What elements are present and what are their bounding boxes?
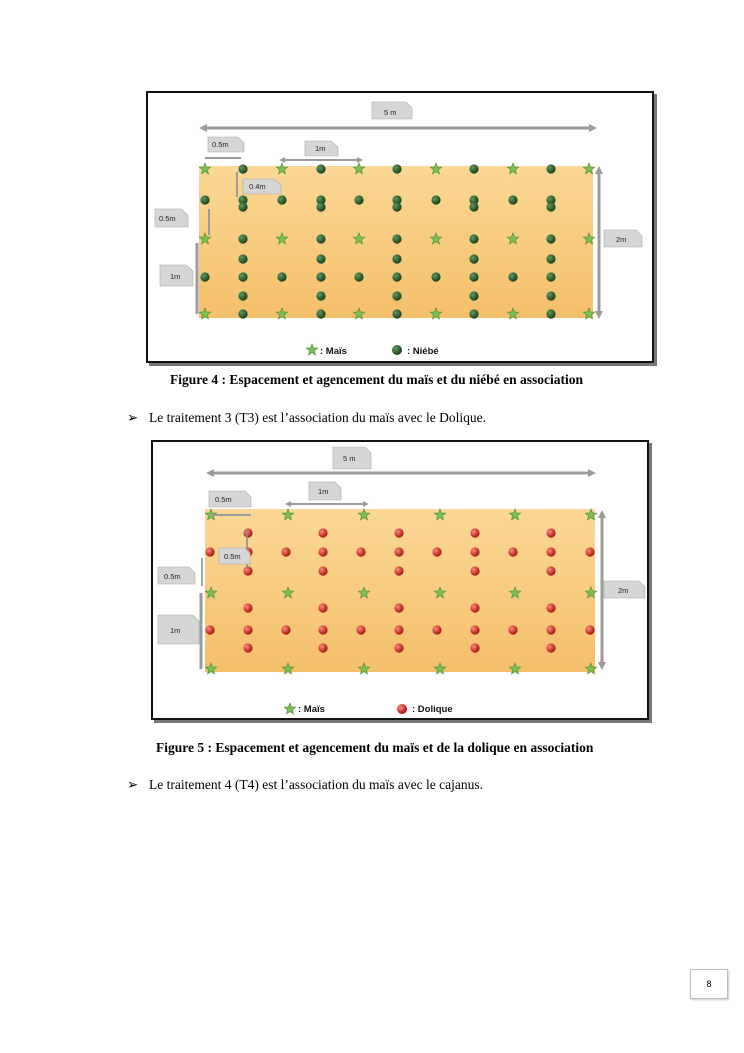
niebe-dot xyxy=(316,291,325,300)
niebe-dot xyxy=(354,272,363,281)
niebe-dot xyxy=(316,309,325,318)
dolique-dot xyxy=(394,528,403,537)
niebe-dot xyxy=(200,272,209,281)
niebe-dot xyxy=(469,254,478,263)
label-1m-top: 1m xyxy=(318,487,329,496)
dolique-dot xyxy=(205,625,214,634)
label-0-4m: 0.4m xyxy=(249,182,266,191)
arrow-head xyxy=(357,157,363,163)
dolique-dot xyxy=(470,566,479,575)
arrow-head-left xyxy=(199,124,207,132)
niebe-dot xyxy=(277,272,286,281)
niebe-dot xyxy=(469,202,478,211)
dolique-dot xyxy=(318,547,327,556)
legend-niebe-label: : Niébé xyxy=(407,346,439,357)
niebe-dot xyxy=(238,309,247,318)
dolique-dot xyxy=(243,625,252,634)
niebe-dot xyxy=(508,272,517,281)
niebe-dot xyxy=(316,272,325,281)
dolique-dot xyxy=(394,603,403,612)
dolique-dot xyxy=(394,566,403,575)
label-2m: 2m xyxy=(616,235,627,244)
niebe-dot xyxy=(546,272,555,281)
niebe-dot xyxy=(238,254,247,263)
dolique-dot xyxy=(585,547,594,556)
niebe-dot xyxy=(392,164,401,173)
figure-4-caption: Figure 4 : Espacement et agencement du maïs et du niébé en association xyxy=(170,372,583,387)
label-5m: 5 m xyxy=(384,108,397,117)
niebe-dot xyxy=(354,195,363,204)
niebe-dot xyxy=(277,195,286,204)
page-number: 8 xyxy=(690,969,728,999)
label-0-5m-left: 0.5m xyxy=(159,214,176,223)
legend-niebe-dot xyxy=(392,345,402,355)
legend-dolique-label: : Dolique xyxy=(412,704,453,715)
figure-5-diagram xyxy=(153,442,647,718)
legend-dolique-dot xyxy=(397,704,407,714)
dolique-dot xyxy=(281,547,290,556)
niebe-dot xyxy=(392,272,401,281)
niebe-dot xyxy=(316,254,325,263)
label-2m: 2m xyxy=(618,586,629,595)
niebe-dot xyxy=(392,202,401,211)
figure-5 xyxy=(151,440,649,720)
niebe-dot xyxy=(316,202,325,211)
label-0-5m-left: 0.5m xyxy=(164,572,181,581)
niebe-dot xyxy=(508,195,517,204)
dolique-dot xyxy=(546,547,555,556)
bullet-item xyxy=(127,777,483,793)
dolique-dot xyxy=(546,566,555,575)
niebe-dot xyxy=(469,291,478,300)
bullet-arrow-icon: ➢ xyxy=(127,410,139,425)
dolique-dot xyxy=(470,603,479,612)
niebe-dot xyxy=(546,234,555,243)
dolique-dot xyxy=(318,528,327,537)
arrow-head xyxy=(285,501,291,507)
dolique-dot xyxy=(394,643,403,652)
dolique-dot xyxy=(205,547,214,556)
dolique-dot xyxy=(470,643,479,652)
dolique-dot xyxy=(318,566,327,575)
mais-star-icon xyxy=(284,703,295,714)
bullet-item xyxy=(127,410,486,426)
arrow-head-left xyxy=(206,469,214,477)
dolique-dot xyxy=(243,566,252,575)
figure-4 xyxy=(146,91,654,363)
niebe-dot xyxy=(546,254,555,263)
label-0-5m-inner: 0.5m xyxy=(224,552,241,561)
niebe-dot xyxy=(546,291,555,300)
dolique-dot xyxy=(585,625,594,634)
dolique-dot xyxy=(394,625,403,634)
bullet-arrow-icon: ➢ xyxy=(127,777,139,792)
dolique-dot xyxy=(356,547,365,556)
dolique-dot xyxy=(394,547,403,556)
dolique-dot xyxy=(318,603,327,612)
arrow-head-top xyxy=(598,510,606,518)
dolique-dot xyxy=(356,625,365,634)
dolique-dot xyxy=(318,643,327,652)
dolique-dot xyxy=(546,603,555,612)
dolique-dot xyxy=(243,603,252,612)
niebe-dot xyxy=(546,164,555,173)
niebe-dot xyxy=(200,195,209,204)
niebe-dot xyxy=(392,309,401,318)
dolique-dot xyxy=(432,625,441,634)
dolique-dot xyxy=(470,625,479,634)
niebe-dot xyxy=(469,272,478,281)
niebe-dot xyxy=(392,291,401,300)
bullet-text: Le traitement 4 (T4) est l’association du maïs avec le cajanus. xyxy=(149,777,483,792)
niebe-dot xyxy=(238,202,247,211)
dolique-dot xyxy=(432,547,441,556)
legend-mais-star xyxy=(306,344,317,355)
figure-4-diagram xyxy=(148,93,652,361)
dolique-dot xyxy=(546,625,555,634)
niebe-dot xyxy=(546,309,555,318)
label-1m-left: 1m xyxy=(170,626,181,635)
label-0-5m-top: 0.5m xyxy=(215,495,232,504)
arrow-head-bottom xyxy=(595,311,603,319)
niebe-dot xyxy=(238,164,247,173)
arrow-head xyxy=(363,501,369,507)
niebe-dot xyxy=(392,234,401,243)
niebe-dot xyxy=(392,254,401,263)
mais-star-icon xyxy=(306,344,317,355)
niebe-dot xyxy=(431,272,440,281)
niebe-dot xyxy=(316,234,325,243)
dolique-dot xyxy=(470,547,479,556)
dolique-dot xyxy=(243,643,252,652)
niebe-dot xyxy=(431,195,440,204)
legend-mais-star xyxy=(284,703,295,714)
dolique-dot xyxy=(508,625,517,634)
figure-5-caption: Figure 5 : Espacement et agencement du maïs et de la dolique en association xyxy=(156,740,594,755)
arrow-head-right xyxy=(589,124,597,132)
dolique-dot xyxy=(508,547,517,556)
dolique-dot xyxy=(470,528,479,537)
niebe-dot xyxy=(316,164,325,173)
dolique-dot xyxy=(243,528,252,537)
arrow-head-bottom xyxy=(598,662,606,670)
niebe-dot xyxy=(469,164,478,173)
bullet-text: Le traitement 3 (T3) est l’association du maïs avec le Dolique. xyxy=(149,410,487,425)
dolique-dot xyxy=(546,528,555,537)
label-0-5m-top: 0.5m xyxy=(212,140,229,149)
legend-mais-label: : Maïs xyxy=(298,704,325,715)
arrow-head-right xyxy=(588,469,596,477)
label-5m: 5 m xyxy=(343,454,356,463)
niebe-dot xyxy=(546,202,555,211)
arrow-head-top xyxy=(595,166,603,174)
dolique-dot xyxy=(318,625,327,634)
niebe-dot xyxy=(469,234,478,243)
niebe-dot xyxy=(238,291,247,300)
niebe-dot xyxy=(238,272,247,281)
dolique-dot xyxy=(546,643,555,652)
label-1m-top: 1m xyxy=(315,144,326,153)
niebe-dot xyxy=(469,309,478,318)
label-1m-left: 1m xyxy=(170,272,181,281)
arrow-head xyxy=(279,157,285,163)
niebe-dot xyxy=(238,234,247,243)
dolique-dot xyxy=(281,625,290,634)
legend-mais-label: : Maïs xyxy=(320,346,347,357)
